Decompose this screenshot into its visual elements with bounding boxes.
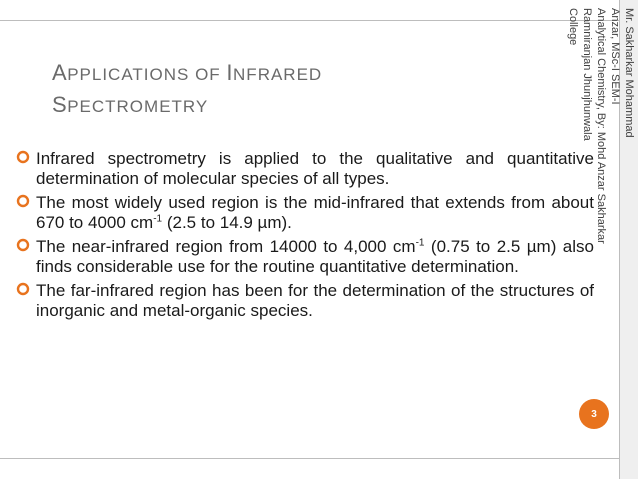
byline-line: College [567,8,579,46]
superscript: -1 [153,213,163,225]
bullet-text: The near-infrared region from 14000 to 4,000 cm [36,237,416,256]
title-text: PPLICATIONS OF [67,65,227,84]
title-cap: I [226,60,234,85]
title-line-1 [52,58,382,90]
bullet-text: The most widely used region is the mid-infrared that extends from about 670 to 4000 cm [36,193,594,232]
bullet-text: (2.5 to 14.9 µm). [162,213,292,232]
title-line-2 [52,90,382,122]
bullet-item [16,193,594,233]
circle-bullet-icon [16,150,30,164]
title-cap: A [52,60,68,85]
slide-title [52,58,382,122]
byline-line: Ramniranjan Jhunjhunwala [581,8,593,141]
bullet-text: The far-infrared region has been for the determination of the structures of inorganic and metal-organic species. [36,281,594,320]
page-number-badge: 3 [579,399,609,429]
top-rule-line [0,20,620,21]
bullet-list [16,149,594,325]
bullet-text: Infrared spectrometry is applied to the qualitative and quantitative determination of molecular species of all types. [36,149,594,188]
circle-bullet-icon [16,238,30,252]
circle-bullet-icon [16,282,30,296]
bullet-item [16,281,594,321]
title-text: NFRARED [233,65,323,84]
superscript: -1 [415,237,425,249]
bullet-item [16,237,594,277]
byline-line: Mr. Sakharkar Mohammad [623,8,635,138]
bullet-text: (0.75 to 2.5 µm) also finds considerable use for the routine quantitative determination. [36,237,594,276]
byline-line: Analytical Chemistry, By: Mohd Anzar Sakharkar [595,8,607,244]
circle-bullet-icon [16,194,30,208]
byline-line: Anzar, MSc-I SEM-I [609,8,621,105]
title-cap: S [52,92,68,117]
title-text: PECTROMETRY [67,97,209,116]
bottom-rule-line [0,458,620,459]
bullet-item [16,149,594,189]
